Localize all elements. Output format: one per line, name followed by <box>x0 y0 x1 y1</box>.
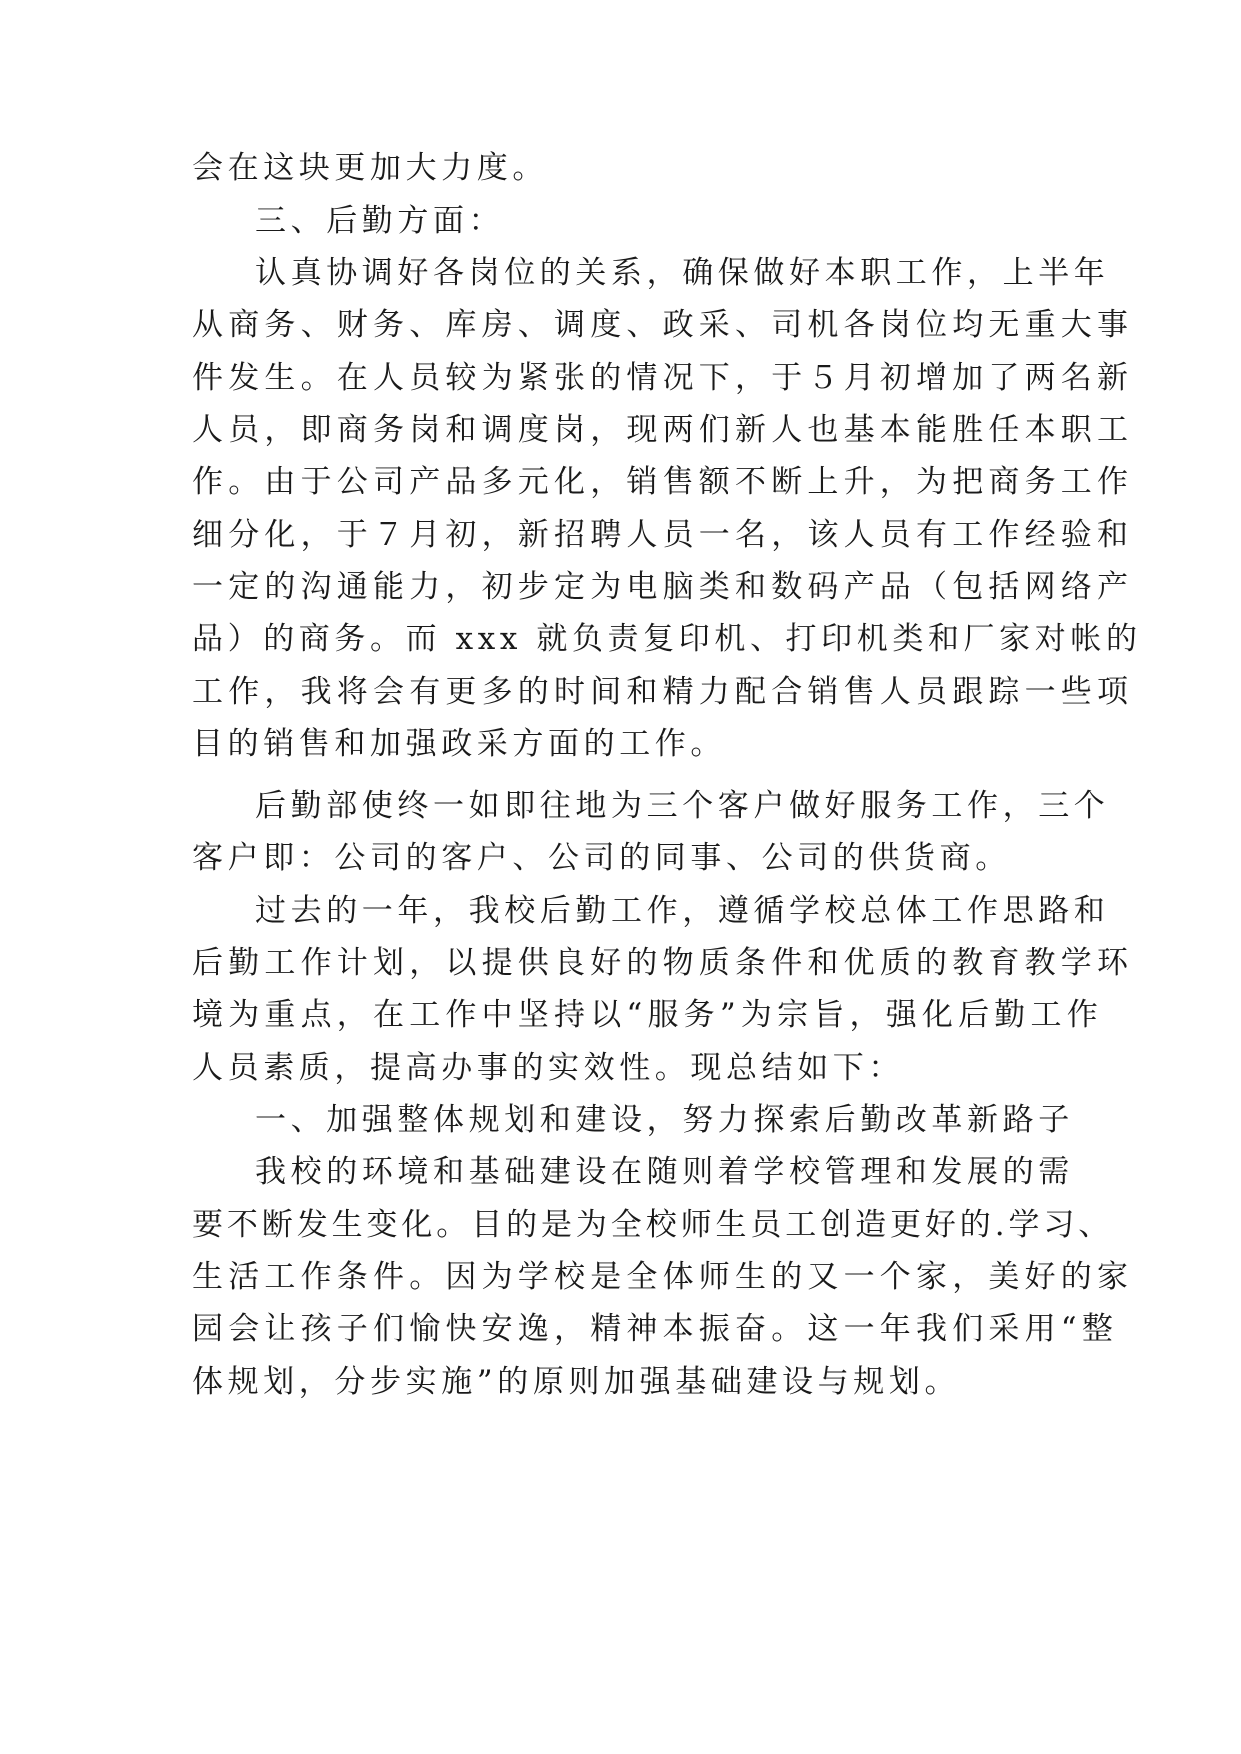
text-line-23: 园会让孩子们愉快安逸，精神本振奋。这一年我们采用“整 <box>192 1311 1119 1347</box>
text-line-21: 要不断发生变化。目的是为全校师生员工创造更好的.学习、 <box>192 1207 1114 1243</box>
text-line-12: 目的销售和加强政采方面的工作。 <box>192 726 726 762</box>
section-heading-planning: 一、加强整体规划和建设，努力探索后勤改革新路子 <box>255 1102 1074 1138</box>
text-line-16: 后勤工作计划，以提供良好的物质条件和优质的教育教学环 <box>192 945 1134 981</box>
text-line-18: 人员素质，提高办事的实效性。现总结如下： <box>192 1050 904 1086</box>
text-line-9: 一定的沟通能力，初步定为电脑类和数码产品（包括网络产 <box>192 569 1134 605</box>
text-line-24: 体规划，分步实施”的原则加强基础建设与规划。 <box>192 1364 961 1400</box>
text-line-3: 认真协调好各岗位的关系，确保做好本职工作，上半年 <box>255 255 1110 291</box>
text-line-22: 生活工作条件。因为学校是全体师生的又一个家，美好的家 <box>192 1259 1134 1295</box>
text-line-1: 会在这块更加大力度。 <box>192 150 548 186</box>
text-line-6: 人员，即商务岗和调度岗，现两们新人也基本能胜任本职工 <box>192 412 1134 448</box>
text-line-13: 后勤部使终一如即往地为三个客户做好服务工作，三个 <box>255 788 1110 824</box>
text-line-17: 境为重点，在工作中坚持以“服务”为宗旨，强化后勤工作 <box>192 997 1103 1033</box>
text-line-20: 我校的环境和基础建设在随则着学校管理和发展的需 <box>255 1154 1074 1190</box>
text-line-11: 工作，我将会有更多的时间和精力配合销售人员跟踪一些项 <box>192 674 1134 710</box>
text-line-8: 细分化，于７月初，新招聘人员一名，该人员有工作经验和 <box>192 517 1134 553</box>
text-line-15: 过去的一年，我校后勤工作，遵循学校总体工作思路和 <box>255 893 1110 929</box>
text-line-4: 从商务、财务、库房、调度、政采、司机各岗位均无重大事 <box>192 307 1134 343</box>
section-heading-logistics: 三、后勤方面： <box>255 203 505 239</box>
text-line-10: 品）的商务。而 xxx 就负责复印机、打印机类和厂家对帐的 <box>192 621 1142 657</box>
text-line-5: 件发生。在人员较为紧张的情况下，于５月初增加了两名新 <box>192 360 1134 396</box>
text-line-14: 客户即：公司的客户、公司的同事、公司的供货商。 <box>192 840 1011 876</box>
text-line-7: 作。由于公司产品多元化，销售额不断上升，为把商务工作 <box>192 464 1134 500</box>
